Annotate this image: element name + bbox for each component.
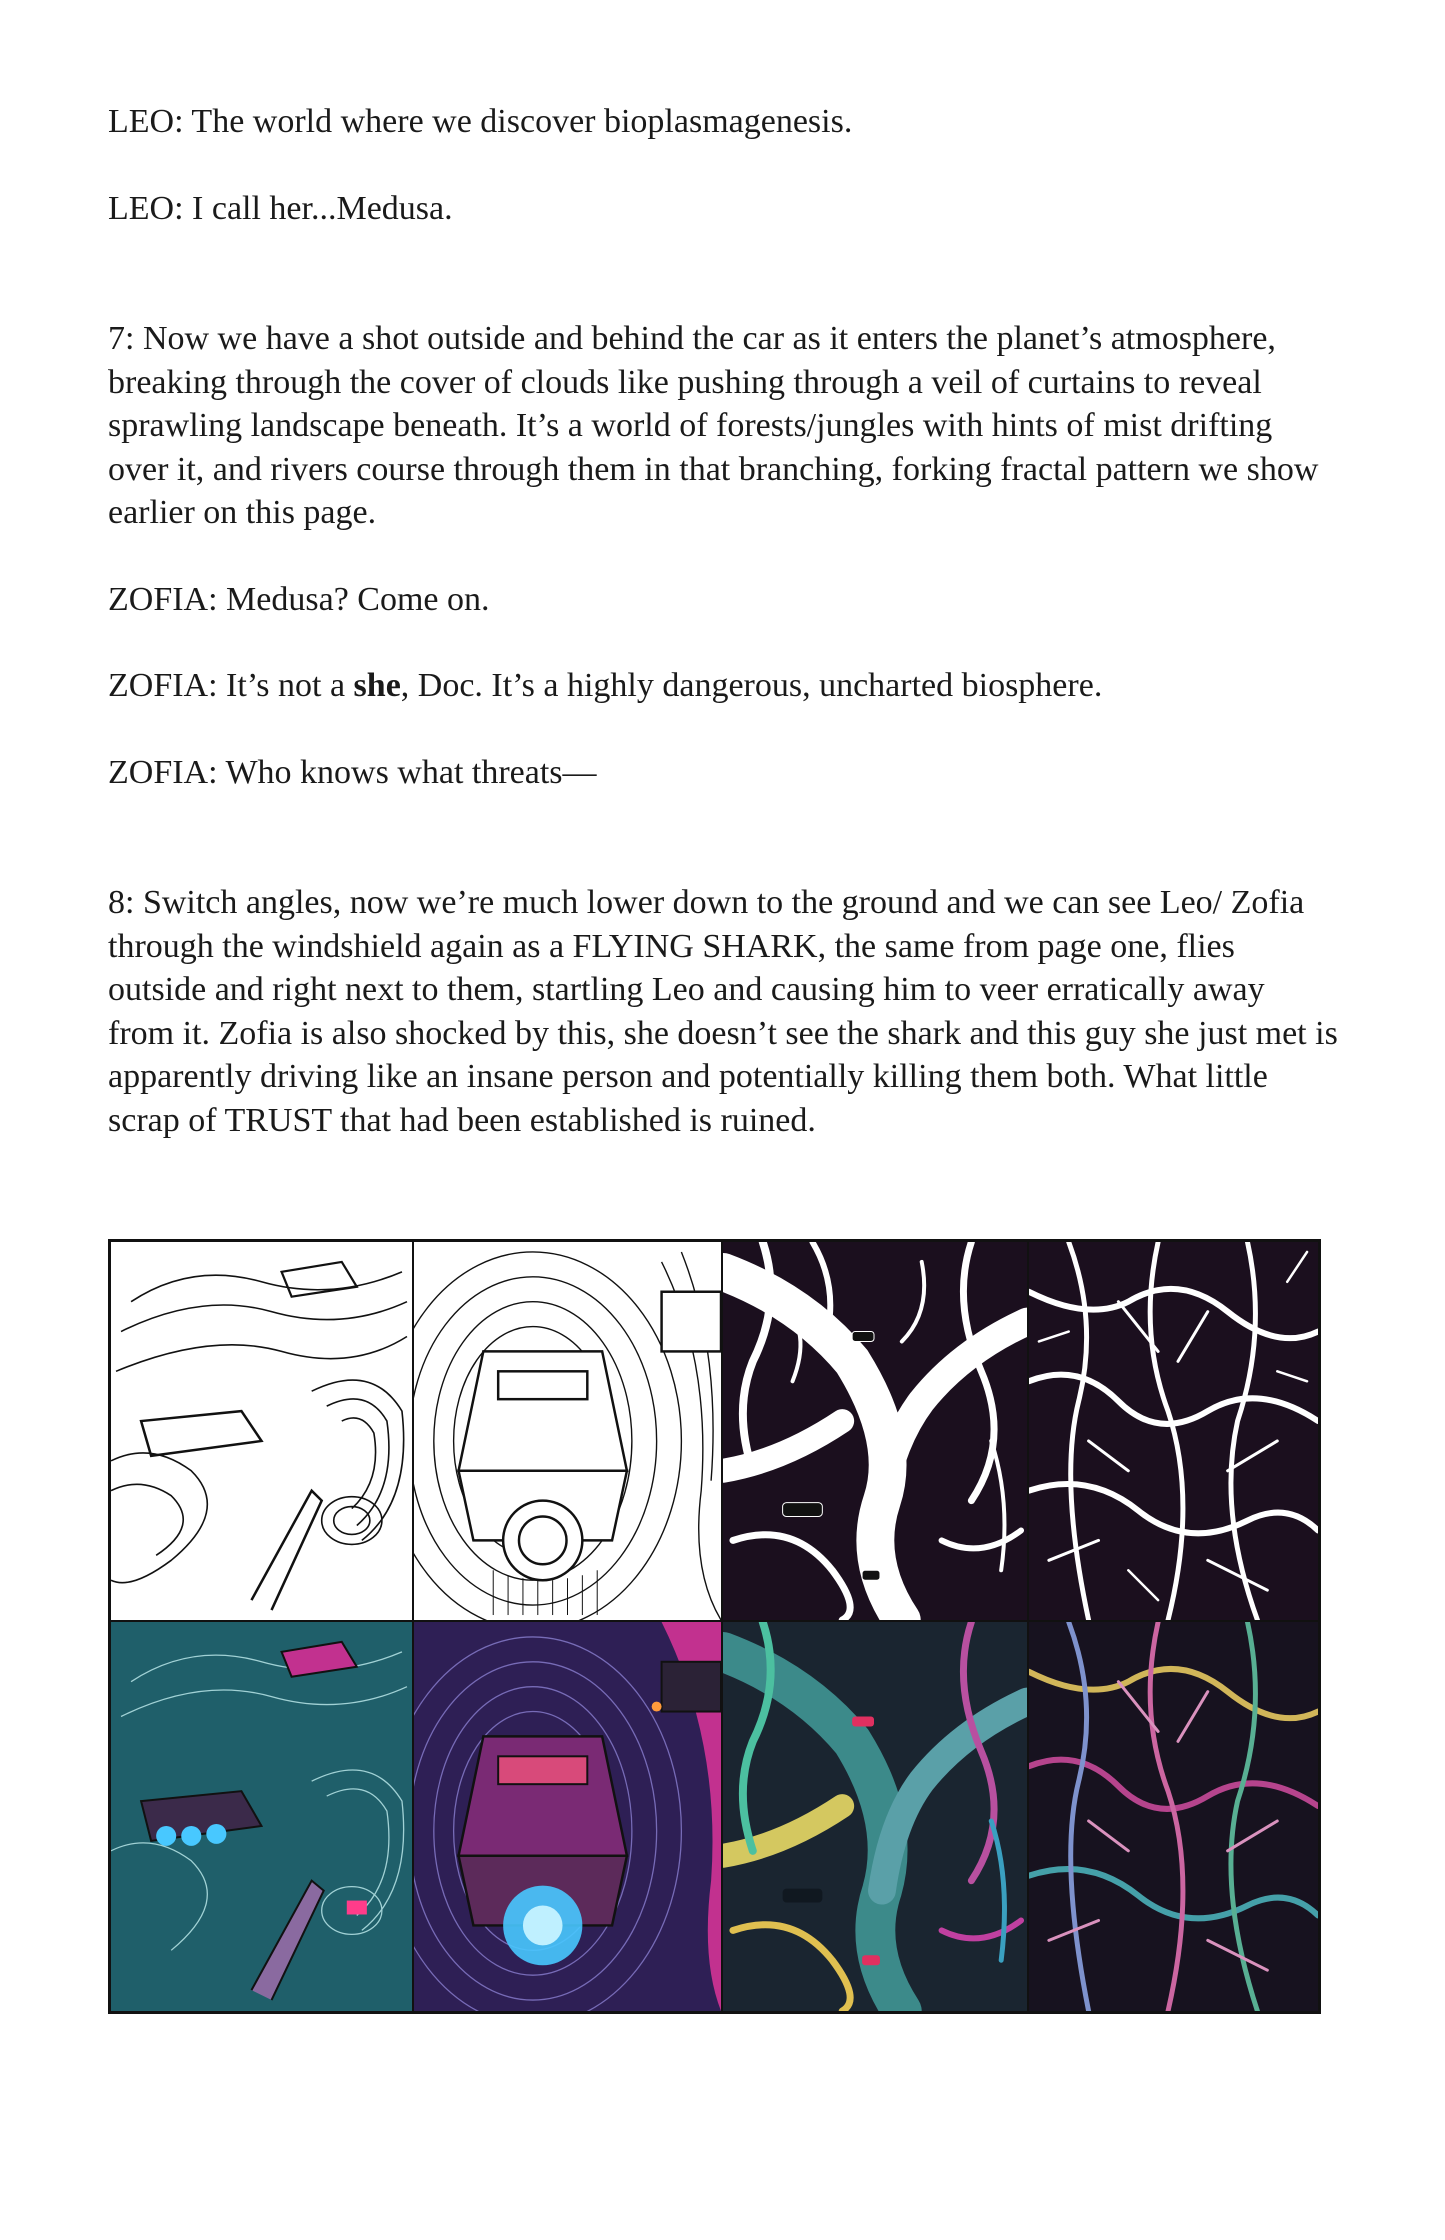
panel-7-description: 7: Now we have a shot outside and behind the car as it enters the planet’s atmosphere, breaking through the cover of clouds like pushing through a veil of curtains to reveal sprawling landscape beneath. It’s a world of forests/jungles with hints of mist drifting over it, and rivers course through them in that branching, forking fractal pattern we show earlier on this page. — [108, 320, 1319, 531]
script-text — [108, 100, 1338, 1185]
lineart-car-image — [414, 1242, 721, 1620]
dialogue-text: ZOFIA: It’s not a — [108, 667, 354, 704]
emphasis-text: she — [353, 667, 401, 704]
art-panel-ink-rivers — [722, 1241, 1028, 1621]
color-tunnel-image — [111, 1622, 412, 2011]
art-panel-lineart-tunnel — [110, 1241, 413, 1621]
art-panel-ink-fractal — [1028, 1241, 1319, 1621]
art-panel-color-rivers — [722, 1621, 1028, 2012]
panel-8-description: 8: Switch angles, now we’re much lower down to the ground and we can see Leo/ Zofia through the windshield again as a FLYING SHARK, the same from page one, flies outside and right next to them, startling Leo and causing him to veer erratically away from it. Zofia is also shocked by this, she doesn’t see the shark and this guy she just met is apparently driving like an insane person and potentially killing them both. What little scrap of TRUST that had been established is ruined. — [108, 884, 1338, 1139]
dialogue-line: ZOFIA: Medusa? Come on. — [108, 580, 490, 618]
dialogue-line: LEO: The world where we discover bioplasmagenesis. — [108, 103, 853, 140]
concept-art-grid — [108, 1239, 1321, 2014]
ink-fractal-image — [1029, 1242, 1318, 1620]
dialogue-line: LEO: I call her...Medusa. — [108, 189, 453, 227]
art-panel-lineart-car — [413, 1241, 722, 1621]
color-fractal-image — [1029, 1622, 1318, 2011]
dialogue-line: ZOFIA: Who knows what threats— — [108, 753, 597, 791]
lineart-tunnel-image — [111, 1242, 412, 1620]
ink-rivers-image — [723, 1242, 1027, 1620]
color-rivers-image — [723, 1622, 1027, 2011]
color-car-image — [414, 1622, 721, 2011]
art-panel-color-tunnel — [110, 1621, 413, 2012]
art-panel-color-fractal — [1028, 1621, 1319, 2012]
dialogue-text: , Doc. It’s a highly dangerous, uncharted biosphere. — [400, 667, 1103, 704]
art-panel-color-car — [413, 1621, 722, 2012]
dialogue-line — [108, 664, 1338, 708]
